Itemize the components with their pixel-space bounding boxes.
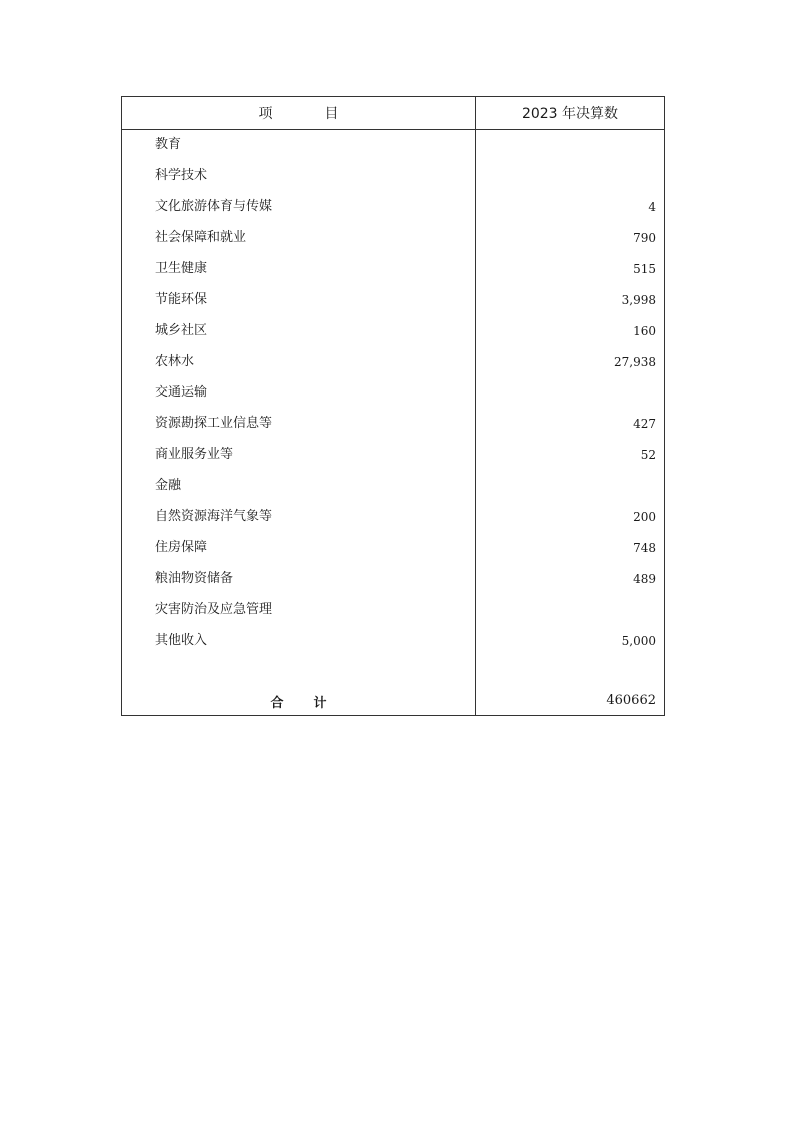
row-label: 资源勘探工业信息等 (155, 416, 273, 431)
item-column-header (122, 97, 475, 129)
total-label-char-1: 合 (270, 695, 284, 711)
table-body (122, 130, 664, 657)
row-value: 27,938 (614, 355, 656, 369)
row-label: 金融 (155, 478, 182, 493)
table-row (122, 378, 664, 409)
row-label: 科学技术 (155, 168, 208, 183)
row-value: 427 (633, 417, 656, 431)
total-label-char-2: 计 (313, 695, 327, 711)
row-value: 52 (640, 448, 656, 462)
table-row (122, 471, 664, 502)
table-row (122, 347, 664, 378)
total-label (122, 687, 475, 715)
row-label: 交通运输 (155, 385, 208, 400)
row-value: 200 (633, 510, 656, 524)
budget-table (121, 96, 665, 716)
item-header-char-1: 项 (258, 106, 273, 122)
total-value: 460662 (606, 693, 656, 708)
row-label: 卫生健康 (155, 261, 208, 276)
row-value: 790 (633, 231, 656, 245)
row-label: 灾害防治及应急管理 (155, 602, 273, 617)
table-row (122, 502, 664, 533)
row-label: 节能环保 (155, 292, 208, 307)
table-row (122, 130, 664, 161)
row-label: 城乡社区 (155, 323, 208, 338)
row-value: 160 (633, 324, 656, 338)
table-row (122, 223, 664, 254)
row-value: 3,998 (621, 293, 656, 307)
row-value: 5,000 (621, 634, 656, 648)
row-value: 748 (633, 541, 656, 555)
row-label: 教育 (155, 137, 182, 152)
table-row (122, 440, 664, 471)
row-label: 住房保障 (155, 540, 208, 555)
table-row (122, 409, 664, 440)
total-row (122, 687, 664, 715)
row-value: 4 (648, 200, 656, 214)
table-row (122, 564, 664, 595)
table-row (122, 254, 664, 285)
row-label: 商业服务业等 (155, 447, 234, 462)
table-row (122, 533, 664, 564)
item-header-char-2: 目 (324, 106, 339, 122)
row-label: 粮油物资储备 (155, 571, 234, 586)
table-row (122, 316, 664, 347)
table-row (122, 595, 664, 626)
table-row (122, 626, 664, 657)
row-label: 社会保障和就业 (155, 230, 247, 245)
row-value: 489 (633, 572, 656, 586)
table-header (122, 97, 664, 130)
row-label: 农林水 (155, 354, 195, 369)
row-label: 自然资源海洋气象等 (155, 509, 273, 524)
row-label: 其他收入 (155, 633, 208, 648)
row-label: 文化旅游体育与传媒 (155, 199, 273, 214)
table-row (122, 192, 664, 223)
row-value: 515 (633, 262, 656, 276)
table-row (122, 285, 664, 316)
table-row (122, 161, 664, 192)
value-column-header: 2023 年决算数 (521, 106, 619, 122)
